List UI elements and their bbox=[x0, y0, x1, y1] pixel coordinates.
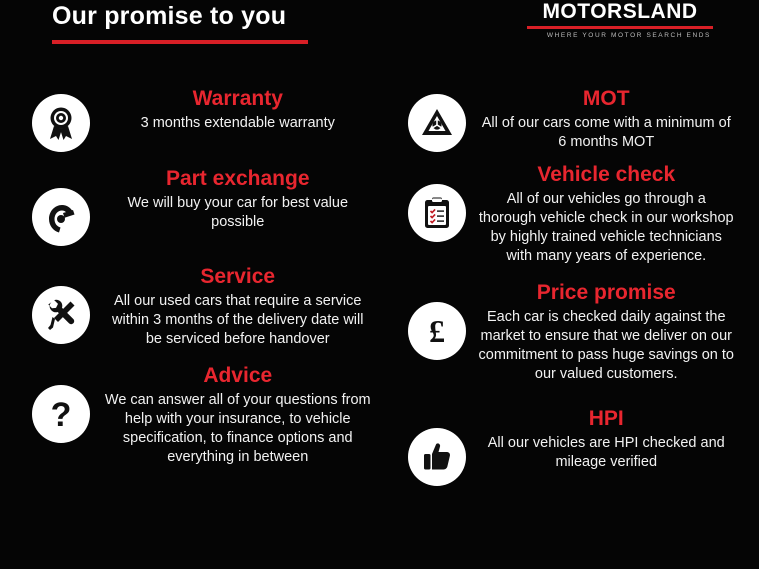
wrench-screwdriver-icon bbox=[32, 286, 90, 344]
promise-title: Part exchange bbox=[165, 167, 310, 190]
promise-columns bbox=[0, 62, 759, 496]
logo-tagline: WHERE YOUR MOTOR SEARCH ENDS bbox=[546, 32, 711, 39]
promise-body: 3 months extendable warranty bbox=[140, 115, 335, 131]
promise-body: We will buy your car for best value possible bbox=[127, 195, 349, 230]
promise-item-advice bbox=[18, 363, 380, 467]
svg-text:£: £ bbox=[428, 314, 445, 348]
promise-text bbox=[102, 264, 380, 349]
brand-logo bbox=[527, 0, 713, 39]
promise-text bbox=[478, 406, 742, 472]
promise-item-warranty bbox=[18, 86, 380, 152]
poster-header bbox=[0, 0, 759, 62]
handshake-icon bbox=[32, 188, 90, 246]
promise-title: Price promise bbox=[536, 281, 676, 304]
promise-body: Each car is checked daily against the market to ensure that we deliver on our commitment to pass huge savings on to our valued customers. bbox=[478, 309, 734, 382]
promise-body: All our used cars that require a service within 3 months of the delivery date will be serviced before handover bbox=[112, 293, 364, 347]
page-title: Our promise to you bbox=[52, 2, 287, 30]
promise-body: All of our cars come with a minimum of 6 months MOT bbox=[481, 115, 731, 150]
promise-text bbox=[478, 280, 742, 384]
promise-item-price-promise bbox=[394, 280, 742, 384]
logo-wordmark: MOTORSLAND bbox=[542, 0, 698, 23]
clipboard-checklist-icon bbox=[408, 184, 466, 242]
promise-item-hpi bbox=[394, 406, 742, 486]
promise-body: All of our vehicles go through a thorough vehicle check in our workshop by highly trained vehicle technicians with many years of experience. bbox=[478, 191, 734, 264]
right-column bbox=[380, 62, 742, 496]
promise-body: We can answer all of your questions from help with your insurance, to vehicle specification, to finance options and everything in between bbox=[104, 392, 371, 465]
promise-title: MOT bbox=[582, 87, 630, 110]
left-column bbox=[18, 62, 380, 496]
title-underline bbox=[52, 40, 308, 44]
promise-body: All our vehicles are HPI checked and mileage verified bbox=[487, 435, 725, 470]
promise-item-mot bbox=[394, 86, 742, 152]
promise-item-vehicle-check bbox=[394, 162, 742, 266]
promise-title: HPI bbox=[588, 407, 624, 430]
promise-item-service bbox=[18, 264, 380, 349]
promise-text bbox=[102, 166, 380, 232]
pound-sterling-icon bbox=[408, 302, 466, 360]
promise-title: Warranty bbox=[192, 87, 283, 110]
promise-text bbox=[478, 162, 742, 266]
promise-item-part-exchange bbox=[18, 166, 380, 246]
promise-title: Vehicle check bbox=[537, 163, 676, 186]
svg-text:?: ? bbox=[50, 396, 72, 432]
question-mark-icon bbox=[32, 385, 90, 443]
promise-title: Advice bbox=[203, 364, 273, 387]
promise-text bbox=[478, 86, 742, 152]
promise-title: Service bbox=[200, 265, 276, 288]
mot-triangle-icon bbox=[408, 94, 466, 152]
logo-divider bbox=[527, 26, 713, 29]
promise-text bbox=[102, 86, 380, 133]
rosette-award-icon bbox=[32, 94, 90, 152]
thumbs-up-icon bbox=[408, 428, 466, 486]
promise-text bbox=[102, 363, 380, 467]
